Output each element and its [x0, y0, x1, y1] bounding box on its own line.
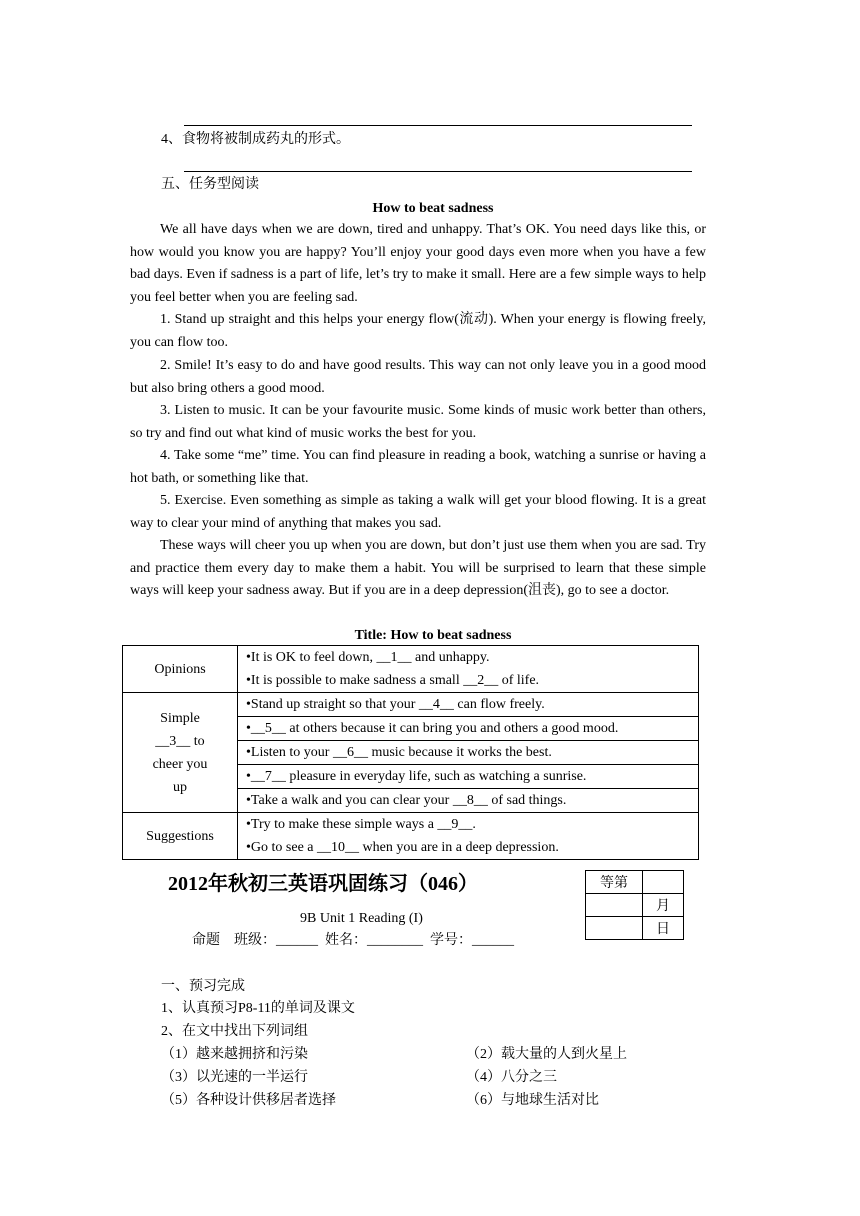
passage-paragraph: 2. Smile! It’s easy to do and have good results. This way can not only leave you in a good mood but also bring others a good mood. — [130, 358, 706, 396]
passage-title: How to beat sadness — [372, 201, 494, 216]
simple-ways-label — [123, 693, 238, 813]
passage-paragraph: 5. Exercise. Even something as simple as taking a walk will get your blood flowing. It is a great way to clear your mind of anything that makes you sad. — [130, 493, 706, 531]
simple-ways-label-text: Simple __3__ to cheer you up — [152, 710, 208, 795]
passage-paragraph: 1. Stand up straight and this helps your energy flow(流动). When your energy is flowing freely, you can flow too. — [130, 312, 706, 350]
simple-way-item: • Listen to your __6__ music because it works the best. — [238, 741, 699, 765]
month-label: 月 — [643, 894, 684, 917]
suggestions-cell — [238, 813, 699, 860]
day-label: 日 — [643, 917, 684, 940]
answer-line-4 — [184, 171, 692, 172]
passage-paragraph: We all have days when we are down, tired and unhappy. That’s OK. You need days like this, or how would you know you are happy? You’ll enjoy your good days even more when you have a few bad days. Even if sadness is a part of life, let’s try to make it small. Here are a few simple ways to help you feel better when you are feeling sad. — [130, 222, 706, 305]
answer-line-3 — [184, 125, 692, 126]
passage-paragraph: These ways will cheer you up when you are down, but don’t just use them when you are sad. Try and practice them every day to make them a habit. You will be surprised to learn that these simple ways will keep your sadness away. But if you are in a deep depression(沮丧), go to see a doctor. — [130, 538, 706, 599]
suggestion-item: • Go to see a __10__ when you are in a deep depression. — [246, 836, 698, 859]
passage-paragraph: 3. Listen to music. It can be your favourite music. Some kinds of music work better than others, so try and find out what kind of music works the best for you. — [130, 403, 706, 441]
student-info-line: 命题 班级：______ 姓名：________ 学号：______ — [192, 933, 514, 948]
opinion-item: • It is OK to feel down, __1__ and unhappy. — [246, 646, 698, 669]
simple-way-item: • Stand up straight so that your __4__ can flow freely. — [238, 693, 699, 717]
suggestions-label: Suggestions — [123, 813, 238, 860]
grade-cell — [586, 917, 643, 940]
opinion-item: • It is possible to make sadness a small __2__ of life. — [246, 669, 698, 692]
section-5-heading: 五、任务型阅读 — [161, 177, 259, 192]
preview-item-2: 2、在文中找出下列词组 — [161, 1024, 308, 1039]
worksheet-subtitle: 9B Unit 1 Reading (I) — [300, 911, 423, 926]
table-title: Title: How to beat sadness — [354, 628, 512, 643]
worksheet-title: 2012年秋初三英语巩固练习（046） — [168, 873, 478, 895]
passage-paragraph: 4. Take some “me” time. You can find pleasure in reading a book, watching a sunrise or having a hot bath, or something like that. — [130, 448, 706, 486]
phrase-item: （6）与地球生活对比 — [466, 1093, 599, 1108]
grade-box — [585, 870, 684, 940]
phrase-item: （1）越来越拥挤和污染 — [161, 1047, 308, 1062]
task-table — [122, 645, 699, 860]
question-4: 4、食物将被制成药丸的形式。 — [161, 132, 350, 147]
simple-way-item: • __5__ at others because it can bring you and others a good mood. — [238, 717, 699, 741]
phrase-item: （3）以光速的一半运行 — [161, 1070, 308, 1085]
opinions-label: Opinions — [123, 646, 238, 693]
phrase-item: （4）八分之三 — [466, 1070, 557, 1085]
suggestion-item: • Try to make these simple ways a __9__. — [246, 813, 698, 836]
grade-label: 等第 — [586, 871, 643, 894]
grade-cell — [586, 894, 643, 917]
simple-way-item: • Take a walk and you can clear your __8__ of sad things. — [238, 789, 699, 813]
phrase-item: （2）载大量的人到火星上 — [466, 1047, 627, 1062]
simple-way-item: • __7__ pleasure in everyday life, such as watching a sunrise. — [238, 765, 699, 789]
grade-cell — [643, 871, 684, 894]
preview-heading: 一、预习完成 — [161, 979, 245, 994]
phrase-item: （5）各种设计供移居者选择 — [161, 1093, 336, 1108]
preview-item-1: 1、认真预习P8-11的单词及课文 — [161, 1001, 355, 1016]
opinions-cell — [238, 646, 699, 693]
